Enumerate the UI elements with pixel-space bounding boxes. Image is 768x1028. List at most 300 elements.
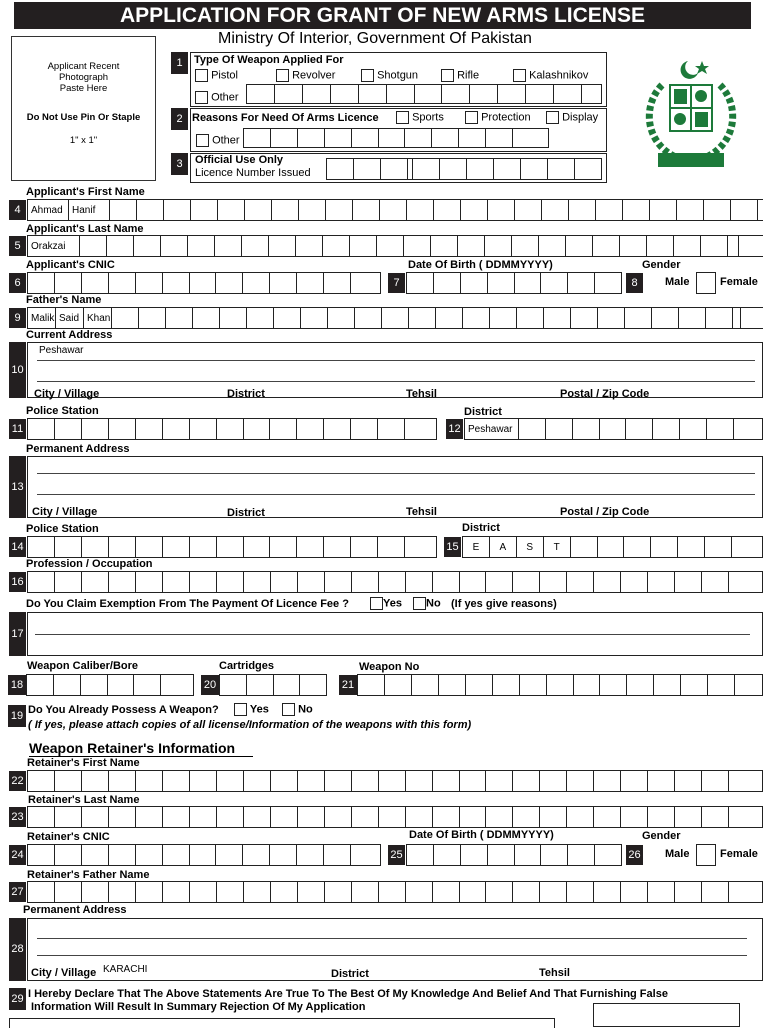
char-cell[interactable] (621, 882, 648, 902)
char-cell[interactable] (729, 882, 763, 902)
char-cell[interactable] (109, 419, 136, 439)
char-cell[interactable] (648, 882, 675, 902)
char-cell[interactable] (485, 236, 512, 256)
char-cell[interactable] (674, 236, 701, 256)
char-cell[interactable] (55, 537, 82, 557)
char-cell[interactable] (702, 882, 729, 902)
char-cell[interactable] (270, 419, 297, 439)
char-cell[interactable] (297, 537, 324, 557)
char-cell[interactable] (517, 308, 544, 328)
char-cell[interactable] (513, 572, 540, 592)
char-cell[interactable] (244, 537, 271, 557)
char-cell[interactable] (598, 308, 625, 328)
char-cell[interactable] (434, 273, 461, 293)
char-cell[interactable] (466, 675, 493, 695)
char-cell[interactable] (651, 537, 678, 557)
char-cell[interactable] (600, 419, 627, 439)
checkbox[interactable] (276, 69, 289, 82)
char-cell[interactable] (28, 537, 55, 557)
char-cell[interactable] (297, 419, 324, 439)
char-cell[interactable] (442, 85, 470, 103)
char-cell[interactable] (136, 273, 163, 293)
char-cell[interactable] (526, 85, 554, 103)
char-cell[interactable] (109, 807, 136, 827)
char-cell[interactable] (80, 236, 107, 256)
char-cell[interactable] (460, 771, 487, 791)
char-cell[interactable] (218, 200, 245, 220)
char-cell[interactable] (325, 129, 352, 147)
char-cell[interactable] (433, 771, 460, 791)
char-cell[interactable] (678, 537, 705, 557)
char-cell[interactable] (82, 273, 109, 293)
char-cell[interactable] (55, 771, 82, 791)
char-cell[interactable] (708, 675, 735, 695)
char-cell[interactable] (513, 771, 540, 791)
char-cell[interactable] (215, 236, 242, 256)
char-cell[interactable] (461, 200, 488, 220)
char-cell[interactable] (136, 572, 163, 592)
char-cell[interactable] (729, 572, 763, 592)
char-cell[interactable] (216, 273, 243, 293)
option-protection[interactable] (465, 111, 531, 124)
char-cell[interactable] (432, 129, 459, 147)
exemption-no[interactable] (413, 597, 441, 610)
char-cell[interactable] (350, 236, 377, 256)
char-cell[interactable] (520, 675, 547, 695)
char-cell[interactable] (82, 537, 109, 557)
other-weapon-cells[interactable] (246, 84, 602, 104)
char-cell[interactable] (541, 845, 568, 865)
char-cell[interactable] (548, 159, 575, 179)
char-cell[interactable] (702, 807, 729, 827)
option-sports[interactable] (396, 111, 444, 124)
checkbox[interactable] (413, 597, 426, 610)
char-cell[interactable] (300, 675, 327, 695)
retainer-female-checkbox[interactable] (696, 844, 716, 866)
char-cell[interactable] (275, 85, 303, 103)
char-cell[interactable] (110, 200, 137, 220)
char-cell[interactable] (271, 882, 298, 902)
option-shotgun[interactable] (361, 69, 418, 82)
char-cell[interactable] (163, 807, 190, 827)
signature-box[interactable] (593, 1003, 740, 1027)
char-cell[interactable] (382, 308, 409, 328)
char-cell[interactable] (274, 308, 301, 328)
char-cell[interactable] (406, 882, 433, 902)
char-cell[interactable] (163, 882, 190, 902)
char-cell[interactable] (82, 419, 109, 439)
char-cell[interactable] (729, 807, 763, 827)
char-cell[interactable] (28, 807, 55, 827)
char-cell[interactable] (28, 882, 55, 902)
option-other-weapon[interactable] (195, 91, 239, 104)
father-name-cells[interactable] (27, 307, 763, 329)
char-cell[interactable] (161, 236, 188, 256)
char-cell[interactable] (573, 419, 600, 439)
char-cell[interactable]: A (490, 537, 517, 557)
char-cell[interactable] (624, 537, 651, 557)
char-cell[interactable]: Malik (28, 308, 56, 328)
char-cell[interactable] (594, 882, 621, 902)
char-cell[interactable] (521, 159, 548, 179)
char-cell[interactable] (407, 845, 434, 865)
char-cell[interactable] (352, 572, 379, 592)
char-cell[interactable] (331, 85, 359, 103)
char-cell[interactable] (296, 236, 323, 256)
char-cell[interactable] (244, 771, 271, 791)
exemption-yes[interactable] (370, 597, 402, 610)
checkbox[interactable] (195, 69, 208, 82)
char-cell[interactable] (540, 807, 567, 827)
char-cell[interactable] (596, 200, 623, 220)
char-cell[interactable] (190, 771, 217, 791)
char-cell[interactable] (594, 807, 621, 827)
char-cell[interactable] (490, 308, 517, 328)
char-cell[interactable] (82, 572, 109, 592)
char-cell[interactable] (488, 200, 515, 220)
char-cell[interactable] (82, 771, 109, 791)
char-cell[interactable] (379, 129, 406, 147)
char-cell[interactable] (163, 419, 190, 439)
char-cell[interactable] (593, 236, 620, 256)
char-cell[interactable] (298, 807, 325, 827)
current-address-box[interactable] (27, 342, 763, 398)
char-cell[interactable] (486, 882, 513, 902)
checkbox[interactable] (441, 69, 454, 82)
char-cell[interactable] (433, 882, 460, 902)
char-cell[interactable] (571, 537, 598, 557)
char-cell[interactable] (325, 572, 352, 592)
char-cell[interactable] (244, 572, 271, 592)
char-cell[interactable] (163, 273, 190, 293)
licence-number-cells[interactable] (326, 158, 602, 180)
char-cell[interactable] (494, 159, 521, 179)
char-cell[interactable] (574, 675, 601, 695)
char-cell[interactable] (351, 845, 381, 865)
char-cell[interactable] (217, 419, 244, 439)
char-cell[interactable] (324, 537, 351, 557)
char-cell[interactable] (55, 807, 82, 827)
char-cell[interactable] (433, 807, 460, 827)
dob-cells[interactable] (406, 272, 622, 294)
char-cell[interactable] (271, 771, 298, 791)
checkbox[interactable] (234, 703, 247, 716)
char-cell[interactable] (297, 845, 324, 865)
possess-yes[interactable] (234, 703, 269, 716)
char-cell[interactable] (594, 572, 621, 592)
checkbox[interactable] (196, 134, 209, 147)
char-cell[interactable] (625, 308, 652, 328)
char-cell[interactable] (567, 572, 594, 592)
char-cell[interactable] (571, 308, 598, 328)
char-cell[interactable] (220, 675, 247, 695)
char-cell[interactable] (648, 572, 675, 592)
last-name-cells[interactable] (27, 235, 763, 257)
char-cell[interactable] (486, 771, 513, 791)
char-cell[interactable] (28, 273, 55, 293)
checkbox[interactable] (513, 69, 526, 82)
char-cell[interactable] (554, 85, 582, 103)
char-cell[interactable] (515, 273, 542, 293)
char-cell[interactable] (404, 236, 431, 256)
char-cell[interactable] (513, 882, 540, 902)
char-cell[interactable] (27, 675, 54, 695)
char-cell[interactable] (486, 807, 513, 827)
char-cell[interactable] (470, 85, 498, 103)
char-cell[interactable] (486, 129, 513, 147)
char-cell[interactable] (566, 236, 593, 256)
char-cell[interactable] (379, 572, 406, 592)
char-cell[interactable] (351, 273, 381, 293)
char-cell[interactable] (55, 273, 82, 293)
char-cell[interactable] (359, 85, 387, 103)
char-cell[interactable] (303, 85, 331, 103)
char-cell[interactable] (567, 882, 594, 902)
char-cell[interactable] (405, 129, 432, 147)
char-cell[interactable] (269, 236, 296, 256)
char-cell[interactable] (297, 273, 324, 293)
char-cell[interactable] (190, 572, 217, 592)
char-cell[interactable] (380, 200, 407, 220)
char-cell[interactable] (407, 200, 434, 220)
char-cell[interactable] (406, 572, 433, 592)
char-cell[interactable] (734, 419, 763, 439)
option-revolver[interactable] (276, 69, 335, 82)
checkbox[interactable] (546, 111, 559, 124)
char-cell[interactable] (405, 537, 437, 557)
char-cell[interactable] (351, 537, 378, 557)
char-cell[interactable] (463, 308, 490, 328)
char-cell[interactable] (354, 159, 381, 179)
char-cell[interactable] (433, 572, 460, 592)
char-cell[interactable] (109, 771, 136, 791)
option-other-reason[interactable] (196, 134, 240, 147)
char-cell[interactable] (733, 308, 741, 328)
checkbox[interactable] (396, 111, 409, 124)
char-cell[interactable] (459, 129, 486, 147)
char-cell[interactable]: Ahmad (28, 200, 69, 220)
char-cell[interactable] (247, 308, 274, 328)
char-cell[interactable] (460, 882, 487, 902)
char-cell[interactable] (379, 882, 406, 902)
char-cell[interactable] (325, 771, 352, 791)
char-cell[interactable] (136, 771, 163, 791)
char-cell[interactable] (467, 159, 494, 179)
char-cell[interactable] (598, 537, 625, 557)
char-cell[interactable] (379, 807, 406, 827)
char-cell[interactable] (675, 882, 702, 902)
char-cell[interactable]: Orakzai (28, 236, 80, 256)
char-cell[interactable] (109, 537, 136, 557)
char-cell[interactable] (732, 537, 763, 557)
char-cell[interactable] (595, 273, 622, 293)
police-station-cells[interactable] (27, 418, 437, 440)
char-cell[interactable] (539, 236, 566, 256)
char-cell[interactable] (247, 675, 274, 695)
char-cell[interactable] (245, 200, 272, 220)
char-cell[interactable] (137, 200, 164, 220)
char-cell[interactable] (134, 675, 161, 695)
char-cell[interactable] (568, 273, 595, 293)
district-cells[interactable] (464, 418, 763, 440)
char-cell[interactable] (82, 882, 109, 902)
char-cell[interactable] (139, 308, 166, 328)
char-cell[interactable] (412, 675, 439, 695)
first-name-cells[interactable] (27, 199, 763, 221)
char-cell[interactable] (431, 236, 458, 256)
char-cell[interactable] (461, 845, 488, 865)
char-cell[interactable] (136, 419, 163, 439)
char-cell[interactable] (190, 845, 217, 865)
char-cell[interactable] (648, 771, 675, 791)
char-cell[interactable] (134, 236, 161, 256)
char-cell[interactable] (647, 236, 674, 256)
char-cell[interactable] (190, 537, 217, 557)
char-cell[interactable] (567, 771, 594, 791)
char-cell[interactable] (244, 419, 271, 439)
char-cell[interactable] (675, 807, 702, 827)
char-cell[interactable] (271, 807, 298, 827)
option-kalashnikov[interactable] (513, 69, 588, 82)
retainer-first-name-cells[interactable] (27, 770, 763, 792)
char-cell[interactable] (515, 200, 542, 220)
char-cell[interactable] (679, 308, 706, 328)
char-cell[interactable] (244, 882, 271, 902)
char-cell[interactable] (323, 236, 350, 256)
char-cell[interactable] (244, 129, 271, 147)
cartridges-cells[interactable] (219, 674, 327, 696)
char-cell[interactable] (729, 771, 763, 791)
char-cell[interactable] (109, 572, 136, 592)
retainer-father-cells[interactable] (27, 881, 763, 903)
char-cell[interactable] (244, 807, 271, 827)
char-cell[interactable] (216, 845, 243, 865)
char-cell[interactable] (600, 675, 627, 695)
char-cell[interactable] (654, 675, 681, 695)
char-cell[interactable] (270, 845, 297, 865)
char-cell[interactable] (377, 236, 404, 256)
char-cell[interactable] (136, 537, 163, 557)
weapon-no-cells[interactable] (357, 674, 763, 696)
char-cell[interactable] (731, 200, 758, 220)
char-cell[interactable] (327, 159, 354, 179)
retainer-dob-cells[interactable] (406, 844, 622, 866)
caliber-cells[interactable] (26, 674, 194, 696)
char-cell[interactable] (324, 845, 351, 865)
char-cell[interactable] (217, 572, 244, 592)
char-cell[interactable] (623, 200, 650, 220)
char-cell[interactable] (298, 572, 325, 592)
char-cell[interactable] (541, 273, 568, 293)
char-cell[interactable] (326, 200, 353, 220)
char-cell[interactable] (621, 771, 648, 791)
retainer-last-name-cells[interactable] (27, 806, 763, 828)
char-cell[interactable] (461, 273, 488, 293)
char-cell[interactable] (55, 419, 82, 439)
char-cell[interactable] (324, 273, 351, 293)
char-cell[interactable] (217, 807, 244, 827)
char-cell[interactable] (217, 537, 244, 557)
char-cell[interactable] (567, 807, 594, 827)
char-cell[interactable] (164, 200, 191, 220)
char-cell[interactable] (547, 675, 574, 695)
checkbox[interactable] (195, 91, 208, 104)
char-cell[interactable] (298, 882, 325, 902)
char-cell[interactable] (542, 200, 569, 220)
char-cell[interactable] (706, 308, 733, 328)
char-cell[interactable] (301, 308, 328, 328)
char-cell[interactable] (387, 85, 415, 103)
char-cell[interactable] (460, 807, 487, 827)
char-cell[interactable] (488, 273, 515, 293)
char-cell[interactable] (107, 236, 134, 256)
char-cell[interactable] (54, 675, 81, 695)
cnic-cells[interactable] (27, 272, 381, 294)
char-cell[interactable] (513, 807, 540, 827)
char-cell[interactable] (540, 572, 567, 592)
char-cell[interactable]: S (517, 537, 544, 557)
char-cell[interactable] (650, 200, 677, 220)
char-cell[interactable] (352, 129, 379, 147)
char-cell[interactable]: T (544, 537, 571, 557)
char-cell[interactable] (381, 159, 408, 179)
char-cell[interactable]: E (463, 537, 490, 557)
char-cell[interactable]: Hanif (69, 200, 110, 220)
char-cell[interactable] (675, 771, 702, 791)
char-cell[interactable] (28, 419, 55, 439)
char-cell[interactable] (415, 85, 443, 103)
char-cell[interactable] (493, 675, 520, 695)
char-cell[interactable] (413, 159, 440, 179)
checkbox[interactable] (370, 597, 383, 610)
char-cell[interactable] (648, 807, 675, 827)
char-cell[interactable] (486, 572, 513, 592)
char-cell[interactable] (546, 419, 573, 439)
char-cell[interactable] (621, 807, 648, 827)
char-cell[interactable] (621, 572, 648, 592)
char-cell[interactable] (270, 273, 297, 293)
char-cell[interactable] (519, 419, 546, 439)
char-cell[interactable] (407, 273, 434, 293)
char-cell[interactable] (439, 675, 466, 695)
char-cell[interactable] (55, 572, 82, 592)
char-cell[interactable] (81, 675, 108, 695)
char-cell[interactable] (460, 572, 487, 592)
female-checkbox[interactable] (696, 272, 716, 294)
char-cell[interactable] (675, 572, 702, 592)
char-cell[interactable] (409, 308, 436, 328)
char-cell[interactable] (540, 882, 567, 902)
char-cell[interactable] (298, 771, 325, 791)
char-cell[interactable] (324, 419, 351, 439)
char-cell[interactable] (55, 882, 82, 902)
char-cell[interactable] (188, 236, 215, 256)
char-cell[interactable] (440, 159, 467, 179)
char-cell[interactable] (136, 807, 163, 827)
char-cell[interactable] (136, 882, 163, 902)
other-reason-cells[interactable] (243, 128, 549, 148)
char-cell[interactable] (242, 236, 269, 256)
char-cell[interactable] (728, 236, 739, 256)
char-cell[interactable] (353, 200, 380, 220)
profession-cells[interactable] (27, 571, 763, 593)
char-cell[interactable] (298, 129, 325, 147)
char-cell[interactable] (652, 308, 679, 328)
option-display[interactable] (546, 111, 598, 124)
char-cell[interactable] (575, 159, 602, 179)
char-cell[interactable] (458, 236, 485, 256)
char-cell[interactable] (243, 273, 270, 293)
